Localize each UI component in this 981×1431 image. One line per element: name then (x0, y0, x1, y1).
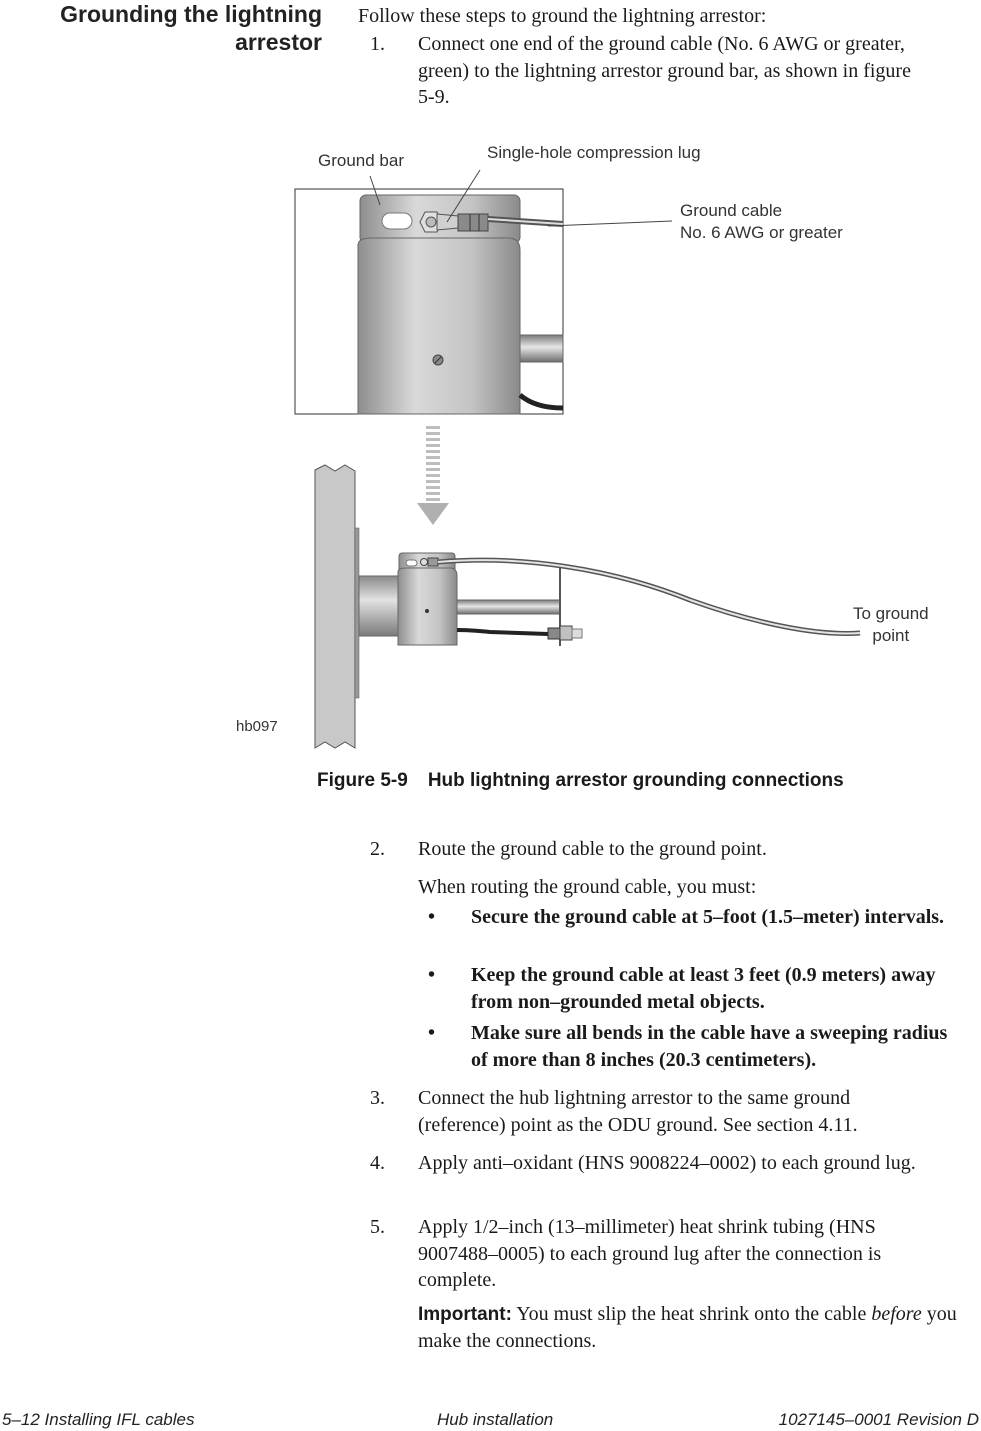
routing-intro: When routing the ground cable, you must: (418, 876, 757, 898)
label-ground-bar: Ground bar (318, 151, 404, 170)
step-text: Connect the hub lightning arrestor to the same ground (reference) point as the ODU ground. See section 4.11. (418, 1087, 858, 1136)
important-label: Important: (418, 1304, 512, 1325)
step-2 (358, 836, 958, 863)
bullet-text: Secure the ground cable at 5–foot (1.5–meter) intervals. (471, 906, 945, 928)
arrestor-assembly (359, 553, 860, 646)
important-note (418, 1301, 958, 1354)
step-number: 5. (370, 1216, 385, 1238)
figure-number: Figure 5-9 (317, 770, 408, 791)
label-to-ground-line2: point (872, 626, 910, 645)
step-text: Apply anti–oxidant (HNS 9008224–0002) to each ground lug. (418, 1152, 916, 1174)
important-emphasis: before (871, 1303, 922, 1325)
figure-title: Hub lightning arrestor grounding connections (427, 770, 844, 791)
bullet-item (418, 904, 958, 931)
step-number: 1. (370, 33, 385, 55)
bullet-item (418, 962, 958, 1015)
step-3 (358, 1085, 958, 1138)
step-text: Connect one end of the ground cable (No. 6 AWG or greater, green) to the lightning arrestor ground bar, as shown in figure 5-9. (418, 33, 911, 108)
important-text-before: You must slip the heat shrink onto the cable (511, 1303, 872, 1325)
figure-id: hb097 (236, 718, 278, 735)
step-5 (358, 1214, 958, 1294)
bullet-item (418, 1020, 958, 1073)
label-to-ground-line1: To ground (853, 604, 929, 623)
ground-cable (438, 560, 860, 633)
detail-view (295, 170, 672, 414)
bullet-text: Keep the ground cable at least 3 feet (0.9 meters) away from non–grounded metal objects. (471, 964, 936, 1013)
label-ground-cable-line2: No. 6 AWG or greater (680, 223, 843, 242)
step-text: Route the ground cable to the ground point. (418, 838, 767, 860)
footer-right: 1027145–0001 Revision D (778, 1410, 979, 1429)
footer-center: Hub installation (437, 1410, 554, 1429)
important-text-after: you make the connections. (418, 1303, 957, 1352)
label-ground-cable-line1: Ground cable (680, 201, 783, 220)
bullet-text: Make sure all bends in the cable have a sweeping radius of more than 8 inches (20.3 centimeters). (471, 1022, 948, 1071)
intro-text: Follow these steps to ground the lightning arrestor: (358, 5, 767, 27)
label-to-ground-point (853, 603, 929, 647)
section-heading-line2: arrestor (235, 29, 322, 55)
step-number: 4. (370, 1152, 385, 1174)
step-number: 2. (370, 838, 385, 860)
step-number: 3. (370, 1087, 385, 1109)
footer-left: 5–12 Installing IFL cables (2, 1410, 195, 1429)
step-text: Apply 1/2–inch (13–millimeter) heat shrink tubing (HNS 9007488–0005) to each ground lug after the connection is complete. (418, 1216, 882, 1291)
label-compression-lug: Single-hole compression lug (487, 143, 701, 162)
mounting-wall (315, 465, 359, 748)
bullet-icon: • (428, 964, 436, 986)
section-heading-line1: Grounding the lightning (60, 1, 322, 27)
figure-caption (317, 770, 844, 792)
bullet-icon: • (428, 906, 436, 928)
bullet-icon: • (428, 1022, 436, 1044)
step-4 (358, 1150, 958, 1177)
label-ground-cable (680, 200, 843, 244)
down-arrow (417, 426, 449, 525)
